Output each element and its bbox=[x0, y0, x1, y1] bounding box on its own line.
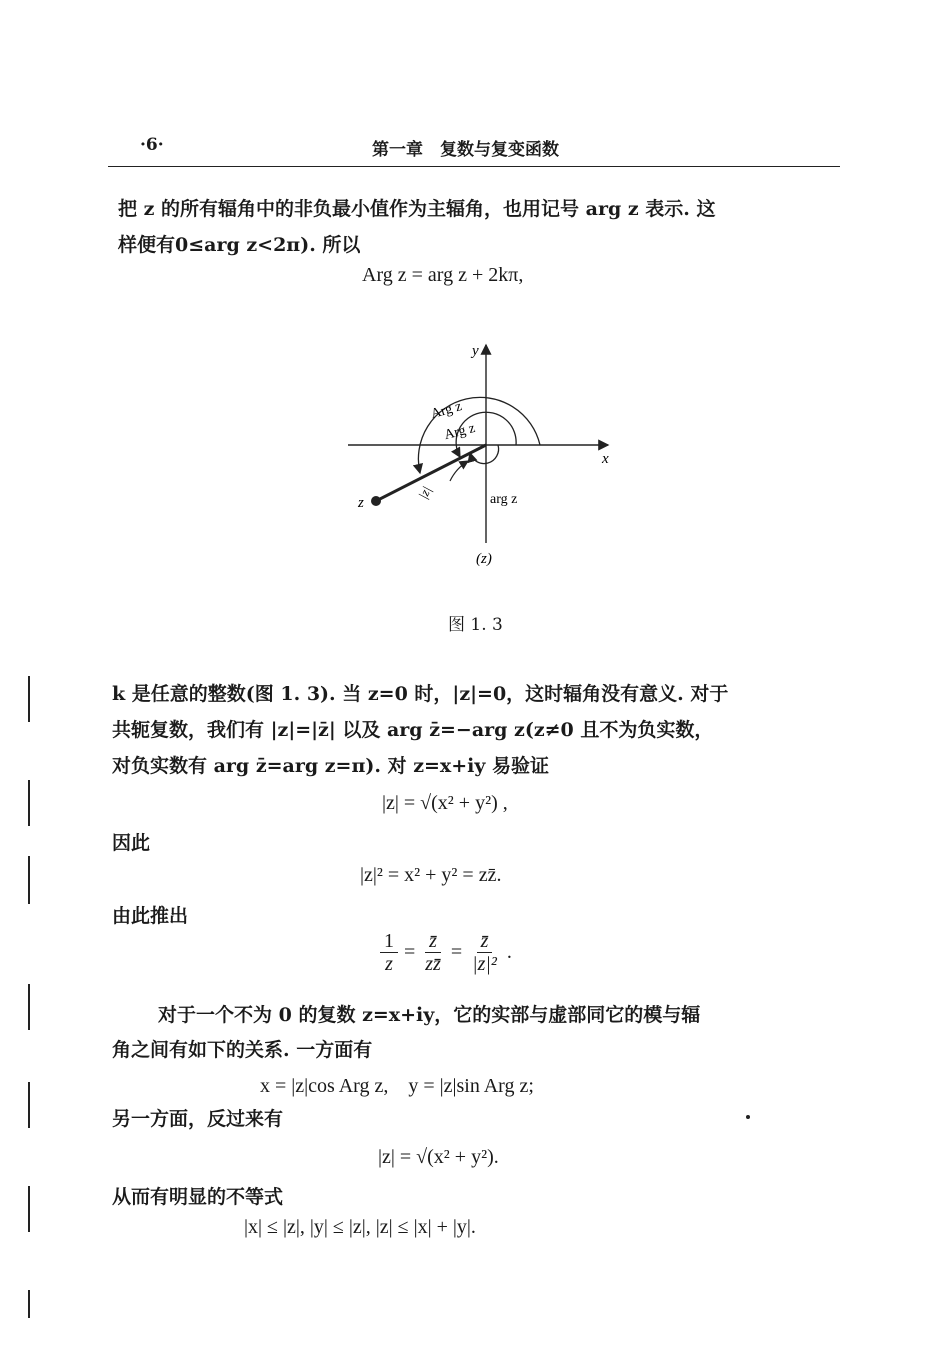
equation-arg-relation: Arg z = arg z + 2kπ, bbox=[362, 264, 524, 286]
inner-arg-label: Arg z bbox=[442, 421, 477, 444]
para3-line1: 对于一个不为 0 的复数 z=x+iy，它的实部与虚部同它的模与辐 bbox=[158, 1004, 701, 1026]
equation-modulus: |z| = √(x² + y²) , bbox=[382, 792, 508, 814]
para1-line2: 样便有0≤arg z<2π). 所以 bbox=[118, 234, 361, 256]
fraction-denominator: z bbox=[385, 953, 393, 975]
para2-line1: k 是任意的整数(图 1. 3). 当 z=0 时，|z|=0，这时辐角没有意义. 对于 bbox=[112, 683, 729, 705]
fraction-numerator: 1 bbox=[380, 930, 398, 953]
para2-line3: 对负实数有 arg z̄=arg z=π). 对 z=x+iy 易验证 bbox=[112, 755, 550, 777]
text-other-side: 另一方面，反过来有 bbox=[112, 1108, 284, 1130]
complex-plane-figure bbox=[340, 335, 630, 575]
z-point bbox=[371, 496, 381, 506]
text-hence: 由此推出 bbox=[112, 905, 189, 927]
para2-line2: 共轭复数，我们有 |z|=|z̄| 以及 arg z̄=−arg z(z≠0 且不为负实数， bbox=[112, 719, 714, 741]
page-number: ·6· bbox=[140, 135, 164, 155]
outer-arg-label: Arg z bbox=[429, 399, 464, 423]
fraction-numerator: z̄ bbox=[425, 930, 441, 953]
equation-inequalities: |x| ≤ |z|, |y| ≤ |z|, |z| ≤ |x| + |y|. bbox=[244, 1216, 476, 1238]
equals-sign: = bbox=[404, 941, 416, 963]
text-therefore: 因此 bbox=[112, 832, 151, 854]
para1-line1: 把 z 的所有辐角中的非负最小值作为主辐角，也用记号 arg z 表示. 这 bbox=[118, 198, 716, 220]
para3-line2: 角之间有如下的关系. 一方面有 bbox=[112, 1039, 373, 1061]
margin-bar bbox=[28, 676, 30, 722]
fraction-zbar-over-modulus-squared bbox=[468, 930, 501, 975]
period: . bbox=[506, 941, 512, 963]
margin-bar bbox=[28, 1082, 30, 1128]
margin-bar bbox=[28, 984, 30, 1030]
equation-polar-form: x = |z|cos Arg z, y = |z|sin Arg z; bbox=[260, 1075, 534, 1097]
equation-modulus-squared: |z|² = x² + y² = zz̄. bbox=[360, 864, 502, 886]
modulus-label: |z| bbox=[415, 483, 435, 502]
fraction-denominator: zz̄ bbox=[425, 953, 441, 975]
z-point-label: z bbox=[358, 495, 364, 511]
text-inequality-intro: 从而有明显的不等式 bbox=[112, 1186, 284, 1208]
fraction-one-over-z bbox=[380, 930, 398, 975]
arg-pointer-arc bbox=[450, 461, 468, 481]
scan-dot bbox=[746, 1115, 750, 1119]
x-axis-label: x bbox=[602, 451, 609, 467]
header-rule bbox=[108, 166, 840, 167]
margin-bar bbox=[28, 856, 30, 904]
chapter-title: 第一章 复数与复变函数 bbox=[372, 140, 559, 160]
margin-bar bbox=[28, 1290, 30, 1318]
equation-reciprocal bbox=[380, 930, 512, 975]
arg-label: arg z bbox=[490, 492, 518, 507]
fraction-numerator: z̄ bbox=[477, 930, 493, 953]
equation-modulus-again: |z| = √(x² + y²). bbox=[378, 1146, 499, 1168]
margin-bar bbox=[28, 1186, 30, 1232]
plane-label: (z) bbox=[476, 551, 492, 567]
y-axis-label: y bbox=[472, 343, 479, 359]
equals-sign: = bbox=[450, 941, 463, 963]
figure-caption: 图 1. 3 bbox=[448, 615, 503, 635]
fraction-zbar-over-zzbar bbox=[421, 930, 445, 975]
fraction-denominator: |z|² bbox=[472, 953, 497, 975]
margin-bar bbox=[28, 780, 30, 826]
arg-arc bbox=[470, 445, 499, 464]
